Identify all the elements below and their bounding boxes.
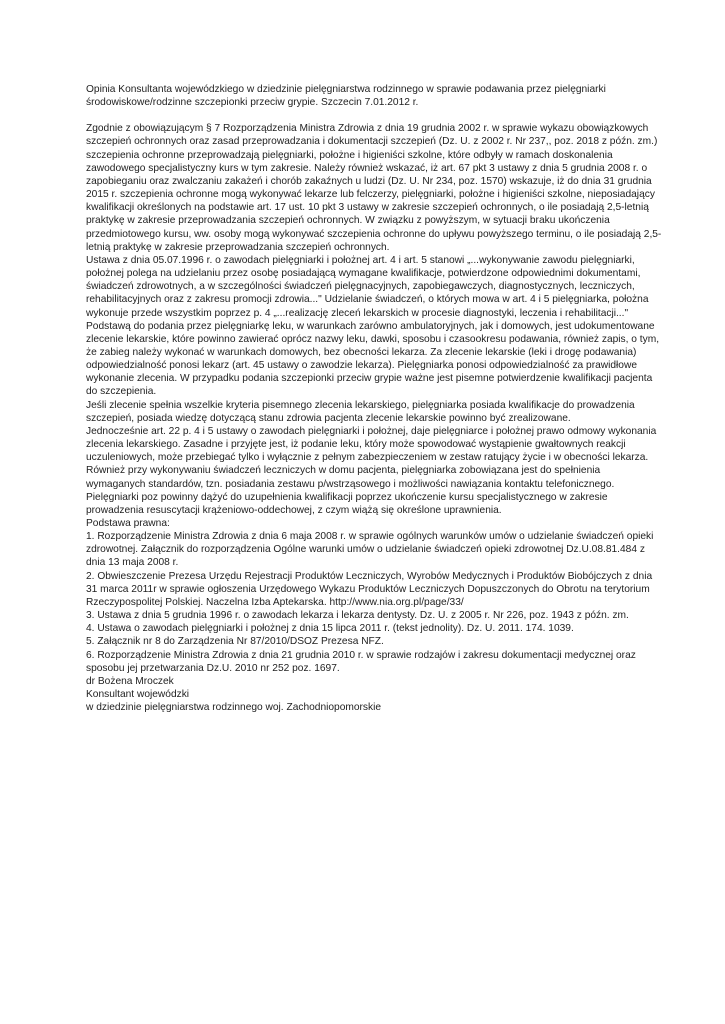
signature-field: w dziedzinie pielęgniarstwa rodzinnego woj. Zachodniopomorskie	[86, 702, 382, 714]
legal-basis-item: 2. Obwieszczenie Prezesa Urzędu Rejestracji Produktów Leczniczych, Wyrobów Medycznych i Produktów Biobójczych z dnia 31 marca 2011r w sprawie ogłoszenia Urzędowego Wykazu Produktów Leczniczych Dopuszczonych do Obrotu na terytorium Rzeczypospolitej Polskiej. Naczelna Izba Aptekarska. http://www.nia.org.pl/page/33/	[86, 570, 653, 608]
legal-basis-item: 5. Załącznik nr 8 do Zarządzenia Nr 87/2010/DSOZ Prezesa NFZ.	[86, 636, 384, 648]
paragraph-order-fulfilment: Jeśli zlecenie spełnia wszelkie kryteria pisemnego zlecenia lekarskiego, pielęgniarka posiada kwalifikacje do prowadzenia szczepień, posiada wiedzę dotyczącą stanu zdrowia pacjenta zlecenie lekarskie powinno być zrealizowane.	[86, 399, 635, 424]
paragraph-medical-order: Podstawą do podania przez pielęgniarkę leku, w warunkach zarówno ambulatoryjnych, jak i domowych, jest udokumentowane zlecenie lekarskie, które powinno zawierać oprócz nazwy leku, dawki, sposobu i czasookresu podawania, również zapis, o tym, że zabieg należy wykonać w warunkach domowych, bez obecności lekarza. Za zlecenie lekarskie (leki i drogę podawania) odpowiedzialność ponosi lekarz (art. 45 ustawy o zawodzie lekarza). Pielęgniarka ponosi odpowiedzialność za prawidłowe wykonanie zlecenia. W przypadku podania szczepionki przeciw grypie ważne jest pisemne potwierdzenie kwalifikacji pacjenta do szczepienia.	[86, 320, 660, 398]
signature-role: Konsultant wojewódzki	[86, 689, 190, 701]
document-title: Opinia Konsultanta wojewódzkiego w dziedzinie pielęgniarstwa rodzinnego w sprawie podawania przez pielęgniarki środowiskowe/rodzinne szczepionki przeciw grypie. Szczecin 7.01.2012 r.	[86, 84, 606, 109]
legal-basis-item: 4. Ustawa o zawodach pielęgniarki i położnej z dnia 15 lipca 2011 r. (tekst jednolity). Dz. U. 2011. 174. 1039.	[86, 623, 574, 635]
paragraph-right-to-refuse: Jednocześnie art. 22 p. 4 i 5 ustawy o zawodach pielęgniarki i położnej, daje pielęgniarce i położnej prawo odmowy wykonania zlecenia lekarskiego. Zasadne i przyjęte jest, iż podanie leku, który może spowodować wystąpienie gwałtownych reakcji uczuleniowych, może przebiegać tylko i wyłącznie z pełnym zabezpieczeniem w zestaw ratujący życie i w obecności lekarza. Również przy wykonywaniu świadczeń leczniczych w domu pacjenta, pielęgniarka zobowiązana jest do spełnienia wymaganych standardów, tzn. posiadania zestawu p/wstrząsowego i możliwości nawiązania kontaktu telefonicznego. Pielęgniarki poz powinny dążyć do uzupełnienia kwalifikacji poprzez ukończenie kursu specjalistycznego w zakresie prowadzenia resuscytacji krążeniowo-oddechowej, z czym wiążą się określone uprawnienia.	[86, 425, 657, 516]
legal-basis-item: 3. Ustawa z dnia 5 grudnia 1996 r. o zawodach lekarza i lekarza dentysty. Dz. U. z 2005 r. Nr 226, poz. 1943 z późn. zm.	[86, 610, 629, 622]
signature-name: dr Bożena Mroczek	[86, 675, 174, 687]
legal-basis-item: 1. Rozporządzenie Ministra Zdrowia z dnia 6 maja 2008 r. w sprawie ogólnych warunków umów o udzielanie świadczeń opieki zdrowotnej. Załącznik do rozporządzenia Ogólne warunki umów o udzielanie świadczeń opieki zdrowotnej Dz.U.08.81.484 z dnia 13 maja 2008 r.	[86, 531, 654, 569]
paragraph-vaccination-regulation: Zgodnie z obowiązującym § 7 Rozporządzenia Ministra Zdrowia z dnia 19 grudnia 2002 r. w sprawie wykazu obowiązkowych szczepień ochronnych oraz zasad przeprowadzania i dokumentacji szczepień (Dz. U. z 2002 r. Nr 237,, poz. 2018 z późn. zm.) szczepienia ochronne przeprowadzają pielęgniarki, położne i higieniści szkolne, które odbyły w ramach doskonalenia zawodowego specjalistyczny kurs w tym zakresie. Należy również wskazać, iż art. 67 pkt 3 ustawy z dnia 5 grudnia 2008 r. o zapobieganiu oraz zwalczaniu zakażeń i chorób zakaźnych u ludzi (Dz. U. Nr 234, poz. 1570) wskazuje, iż do dnia 31 grudnia 2015 r. szczepienia ochronne mogą wykonywać lekarze lub felczerzy, pielęgniarki, położne i higieniści szkolne, nieposiadający kwalifikacji określonych na podstawie art. 17 ust. 10 pkt 3 ustawy w zakresie szczepień ochronnych, o ile posiadają 2,5-letnią praktykę w zakresie przeprowadzania szczepień ochronnych. W związku z powyższym, w sytuacji braku ukończenia przedmiotowego kursu, ww. osoby mogą wykonywać szczepienia ochronne do upływu powyższego terminu, o ile posiadają 2,5-letnią praktykę w zakresie przeprowadzania szczepień ochronnych.	[86, 123, 662, 253]
paragraph-nursing-act: Ustawa z dnia 05.07.1996 r. o zawodach pielęgniarki i położnej art. 4 i art. 5 stanowi „...wykonywanie zawodu pielęgniarki, położnej polega na udzielaniu przez osobę posiadającą wymagane kwalifikacje, potwierdzone odpowiednimi dokumentami, świadczeń zdrowotnych, a w szczególności świadczeń pielęgnacyjnych, zapobiegawczych, diagnostycznych, leczniczych, rehabilitacyjnych oraz z zakresu promocji zdrowia..." Udzielanie świadczeń, o których mowa w art. 4 i 5 pielęgniarka, położna wykonuje przede wszystkim poprzez p. 4 „...realizację zleceń lekarskich w procesie diagnostyki, leczenia i rehabilitacji..."	[86, 254, 649, 319]
document-page	[86, 83, 662, 714]
legal-basis-heading: Podstawa prawna:	[86, 518, 170, 529]
legal-basis-item: 6. Rozporządzenie Ministra Zdrowia z dnia 21 grudnia 2010 r. w sprawie rodzajów i zakresu dokumentacji medycznej oraz sposobu jej przetwarzania Dz.U. 2010 nr 252 poz. 1697.	[86, 649, 636, 674]
spacer	[86, 109, 662, 122]
